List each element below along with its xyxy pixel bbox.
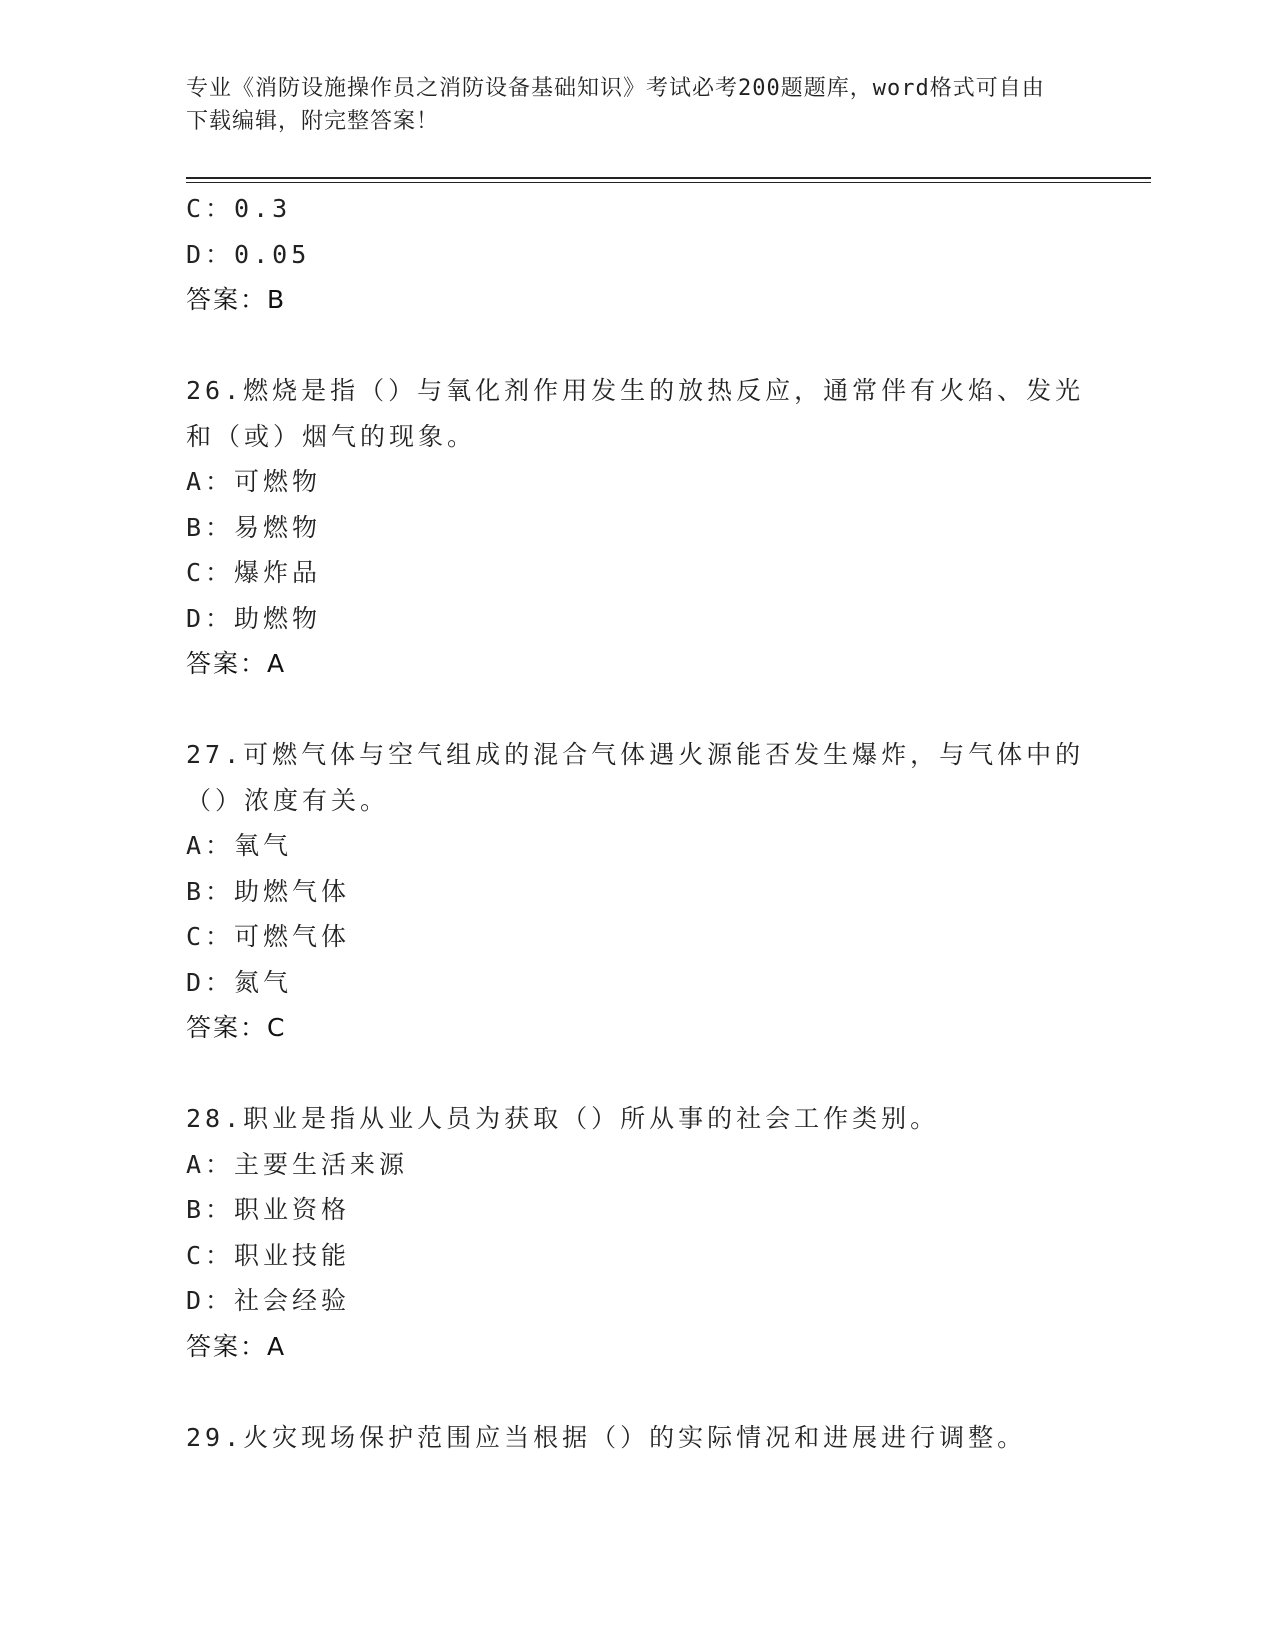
answer-line: 答案：A xyxy=(186,649,287,678)
spacer xyxy=(186,323,1086,369)
option-b: B：职业资格 xyxy=(186,1195,351,1224)
question-29 xyxy=(186,1415,1086,1461)
spacer xyxy=(186,1051,1086,1097)
option-c: C：可燃气体 xyxy=(186,922,351,951)
question-content xyxy=(186,186,1086,1460)
question-text: 27.可燃气体与空气组成的混合气体遇火源能否发生爆炸，与气体中的（）浓度有关。 xyxy=(186,740,1085,815)
option-d: D：氮气 xyxy=(186,967,293,997)
option-a: A：氧气 xyxy=(186,831,293,860)
continued-question xyxy=(186,186,1086,323)
question-28 xyxy=(186,1096,1086,1369)
option-c: C：职业技能 xyxy=(186,1240,351,1270)
answer-line: 答案：B xyxy=(186,285,287,314)
question-26 xyxy=(186,368,1086,687)
option-b: B：助燃气体 xyxy=(186,876,351,906)
option-d: D：社会经验 xyxy=(186,1286,351,1315)
document-header xyxy=(186,72,1066,138)
option-a: A：主要生活来源 xyxy=(186,1149,409,1179)
option-b: B：易燃物 xyxy=(186,512,322,542)
header-title: 专业《消防设施操作员之消防设备基础知识》考试必考200题题库，word格式可自由下载编辑，附完整答案！ xyxy=(186,76,1045,134)
question-text: 28.职业是指从业人员为获取（）所从事的社会工作类别。 xyxy=(186,1104,940,1133)
option-a: A：可燃物 xyxy=(186,467,322,496)
question-text: 29.火灾现场保护范围应当根据（）的实际情况和进展进行调整。 xyxy=(186,1422,1027,1452)
answer-line: 答案：A xyxy=(186,1331,287,1361)
option-d: D：助燃物 xyxy=(186,603,322,633)
spacer xyxy=(186,687,1086,733)
answer-line: 答案：C xyxy=(186,1013,287,1042)
question-text: 26.燃烧是指（）与氧化剂作用发生的放热反应，通常伴有火焰、发光和（或）烟气的现象。 xyxy=(186,376,1085,451)
header-divider-thick xyxy=(186,177,1151,179)
option-c: C：爆炸品 xyxy=(186,558,322,587)
question-27 xyxy=(186,732,1086,1051)
option-c: C：0.3 xyxy=(186,194,292,223)
option-d: D：0.05 xyxy=(186,239,311,269)
header-divider-thin xyxy=(186,182,1151,183)
spacer xyxy=(186,1369,1086,1415)
